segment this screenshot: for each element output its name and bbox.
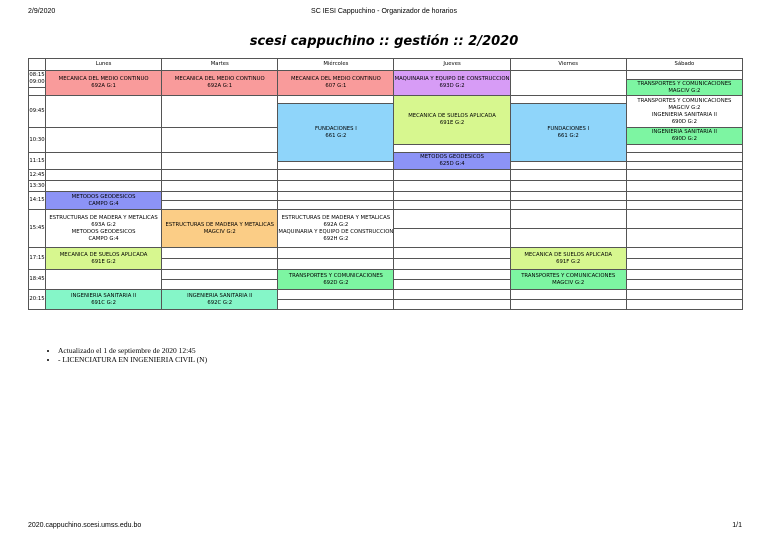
- empty-cell: [278, 248, 394, 259]
- empty-cell: [626, 290, 742, 300]
- empty-cell: [510, 210, 626, 229]
- empty-cell: [278, 290, 394, 300]
- course-group: 692A G:1: [91, 83, 116, 89]
- empty-cell: [394, 248, 510, 259]
- page-number: 1/1: [732, 522, 742, 529]
- empty-cell: [46, 128, 162, 153]
- empty-cell: [162, 280, 278, 290]
- time-cell: 09:45: [29, 96, 46, 128]
- empty-cell: [394, 210, 510, 229]
- course-group: CAMPO G:4: [88, 200, 119, 207]
- course-name: METODOS GEODESICOS: [71, 193, 136, 200]
- empty-cell: [162, 181, 278, 192]
- list-item: • Actualizado el 1 de septiembre de 2020 12:45: [58, 346, 207, 355]
- course-group: 692D G:2: [323, 279, 349, 286]
- course-cell[interactable]: [278, 210, 394, 248]
- empty-cell: [626, 280, 742, 290]
- empty-cell: [394, 181, 510, 192]
- course-name: MECANICA DEL MEDIO CONTINUO: [58, 76, 149, 82]
- course-cell[interactable]: [394, 153, 510, 170]
- course-group: CAMPO G:4: [88, 235, 119, 242]
- course-group: 693D G:2: [439, 83, 465, 89]
- empty-cell: [626, 229, 742, 248]
- course-group: 607 G:1: [325, 83, 347, 89]
- course-cell[interactable]: [46, 290, 162, 310]
- course-name: INGENIERIA SANITARIA II: [71, 292, 137, 299]
- empty-cell: [162, 259, 278, 270]
- course-name: MAQUINARIA Y EQUIPO DE CONSTRUCCION: [394, 76, 510, 82]
- empty-cell: [510, 170, 626, 181]
- course-name: INGENIERIA SANITARIA II: [651, 129, 717, 135]
- empty-cell: [626, 192, 742, 201]
- empty-cell: [46, 153, 162, 170]
- empty-cell: [162, 170, 278, 181]
- course-group: 661 G:2: [557, 132, 579, 139]
- course-group: 692C G:2: [207, 299, 233, 306]
- empty-cell: [510, 229, 626, 248]
- table-row: [29, 192, 743, 201]
- time-cell: 14:15: [29, 192, 46, 210]
- table-row: [29, 96, 743, 104]
- course-name: MECANICA DE SUELOS APLICADA: [408, 113, 496, 119]
- empty-cell: [278, 170, 394, 181]
- course-name: MAQUINARIA Y EQUIPO DE CONSTRUCCION: [278, 228, 394, 235]
- empty-cell: [278, 96, 394, 104]
- list-item: • - LICENCIATURA EN INGENIERIA CIVIL (N): [58, 355, 207, 364]
- course-name: METODOS GEODESICOS: [71, 228, 136, 235]
- course-name: FUNDACIONES I: [315, 125, 357, 132]
- course-cell[interactable]: [510, 104, 626, 162]
- time-cell: 11:15: [29, 153, 46, 170]
- empty-cell: [626, 248, 742, 259]
- empty-cell: [46, 96, 162, 128]
- empty-cell: [394, 259, 510, 270]
- course-name: TRANSPORTES Y COMUNICACIONES: [521, 272, 616, 279]
- day-header: Miércoles: [278, 59, 394, 71]
- course-cell[interactable]: [626, 96, 742, 128]
- corner-cell: [29, 59, 46, 71]
- empty-cell: [510, 192, 626, 201]
- time-cell: 08:15 09:00: [29, 71, 46, 88]
- course-cell[interactable]: [46, 71, 162, 96]
- empty-cell: [46, 270, 162, 290]
- course-cell[interactable]: [394, 71, 510, 96]
- course-group: MAGCIV G:2: [552, 279, 585, 286]
- empty-cell: [394, 300, 510, 310]
- course-name: INGENIERIA SANITARIA II: [187, 292, 253, 299]
- course-name: MECANICA DE SUELOS APLICADA: [59, 251, 148, 258]
- empty-cell: [394, 170, 510, 181]
- table-row: [29, 170, 743, 181]
- day-header: Viernes: [510, 59, 626, 71]
- course-group: 690D G:2: [671, 118, 697, 125]
- course-cell[interactable]: [278, 104, 394, 162]
- table-row: [29, 270, 743, 280]
- course-name: METODOS GEODESICOS: [420, 154, 484, 160]
- empty-cell: [46, 170, 162, 181]
- empty-cell: [510, 181, 626, 192]
- day-header: Sábado: [626, 59, 742, 71]
- course-name: FUNDACIONES I: [547, 125, 590, 132]
- time-cell: 18:45: [29, 270, 46, 290]
- empty-cell: [510, 290, 626, 300]
- course-group: MAGCIV G:2: [668, 104, 701, 111]
- empty-cell: [162, 96, 278, 128]
- course-cell[interactable]: [162, 210, 278, 248]
- course-cell[interactable]: [510, 270, 626, 290]
- time-cell: 20:15: [29, 290, 46, 310]
- course-name: TRANSPORTES Y COMUNICACIONES: [288, 272, 383, 279]
- course-group: 691E G:2: [91, 258, 116, 265]
- day-header: Jueves: [394, 59, 510, 71]
- empty-cell: [510, 201, 626, 210]
- course-cell[interactable]: [626, 80, 742, 96]
- course-cell[interactable]: [162, 71, 278, 96]
- empty-cell: [162, 192, 278, 201]
- empty-cell: [626, 181, 742, 192]
- page-title: scesi cappuchino :: gestión :: 2/2020: [249, 34, 519, 49]
- empty-cell: [394, 201, 510, 210]
- empty-cell: [626, 270, 742, 280]
- course-cell[interactable]: [278, 71, 394, 96]
- empty-cell: [626, 145, 742, 153]
- course-name: MECANICA DEL MEDIO CONTINUO: [174, 76, 265, 82]
- empty-cell: [278, 300, 394, 310]
- table-row: [29, 210, 743, 229]
- empty-cell: [278, 192, 394, 201]
- empty-cell: [162, 270, 278, 280]
- empty-cell: [278, 259, 394, 270]
- table-row: [29, 181, 743, 192]
- empty-cell: [626, 201, 742, 210]
- course-group: 692H G:2: [323, 235, 349, 242]
- course-cell[interactable]: [46, 192, 162, 210]
- empty-cell: [626, 259, 742, 270]
- course-group: 692A G:2: [323, 221, 349, 228]
- footer-url: 2020.cappuchino.scesi.umss.edu.bo: [28, 522, 142, 529]
- table-row: [29, 71, 743, 80]
- day-header: Lunes: [46, 59, 162, 71]
- course-group: 692A G:1: [207, 83, 233, 89]
- empty-cell: [394, 270, 510, 280]
- course-group: 691F G:2: [556, 258, 581, 265]
- notes-list: [44, 346, 207, 364]
- course-group: MAGCIV G:2: [203, 228, 236, 235]
- empty-cell: [162, 153, 278, 170]
- empty-cell: [394, 280, 510, 290]
- course-group: MAGCIV G:2: [668, 87, 701, 94]
- course-group: 693A G:2: [91, 221, 116, 228]
- time-cell: 12:45: [29, 170, 46, 181]
- table-header-row: [29, 59, 743, 71]
- course-name: TRANSPORTES Y COMUNICACIONES: [637, 97, 732, 104]
- empty-cell: [162, 248, 278, 259]
- course-group: 691C G:2: [91, 299, 116, 306]
- time-cell: [29, 88, 46, 96]
- empty-cell: [394, 229, 510, 248]
- empty-cell: [626, 210, 742, 229]
- time-cell: 17:15: [29, 248, 46, 270]
- day-header: Martes: [162, 59, 278, 71]
- course-cell[interactable]: [510, 248, 626, 270]
- course-name: INGENIERIA SANITARIA II: [651, 111, 717, 118]
- course-cell[interactable]: [46, 210, 162, 248]
- time-cell: 13:30: [29, 181, 46, 192]
- empty-cell: [162, 201, 278, 210]
- empty-cell: [394, 290, 510, 300]
- empty-cell: [510, 300, 626, 310]
- course-cell[interactable]: [46, 248, 162, 270]
- course-name: MECANICA DEL MEDIO CONTINUO: [290, 76, 381, 82]
- table-row: [29, 290, 743, 300]
- schedule-table: [28, 58, 743, 310]
- course-cell[interactable]: [394, 96, 510, 145]
- course-cell[interactable]: [626, 128, 742, 145]
- empty-cell: [162, 128, 278, 153]
- empty-cell: [510, 162, 626, 170]
- course-cell[interactable]: [278, 270, 394, 290]
- time-cell: 10:30: [29, 128, 46, 153]
- course-name: ESTRUCTURAS DE MADERA Y METALICAS: [281, 214, 391, 221]
- course-name: ESTRUCTURAS DE MADERA Y METALICAS: [49, 214, 158, 221]
- course-group: 625D G:4: [439, 161, 465, 167]
- course-cell[interactable]: [162, 290, 278, 310]
- course-group: 691E G:2: [439, 120, 465, 126]
- course-name: MECANICA DE SUELOS APLICADA: [524, 251, 613, 258]
- empty-cell: [278, 162, 394, 170]
- time-cell: 15:45: [29, 210, 46, 248]
- print-date: 2/9/2020: [28, 8, 56, 15]
- course-group: 661 G:2: [325, 132, 347, 139]
- empty-cell: [46, 181, 162, 192]
- window-title: SC IESI Cappuchino - Organizador de horarios: [311, 8, 457, 15]
- course-group: 690D G:2: [671, 136, 697, 142]
- empty-cell: [278, 181, 394, 192]
- empty-cell: [278, 201, 394, 210]
- empty-cell: [626, 153, 742, 162]
- empty-cell: [626, 300, 742, 310]
- empty-cell: [626, 170, 742, 181]
- empty-cell: [394, 192, 510, 201]
- empty-cell: [510, 96, 626, 104]
- empty-cell: [510, 71, 626, 96]
- table-row: [29, 248, 743, 259]
- empty-cell: [626, 162, 742, 170]
- course-name: ESTRUCTURAS DE MADERA Y METALICAS: [165, 221, 274, 228]
- empty-cell: [394, 145, 510, 153]
- empty-cell: [626, 71, 742, 80]
- course-name: TRANSPORTES Y COMUNICACIONES: [637, 80, 732, 87]
